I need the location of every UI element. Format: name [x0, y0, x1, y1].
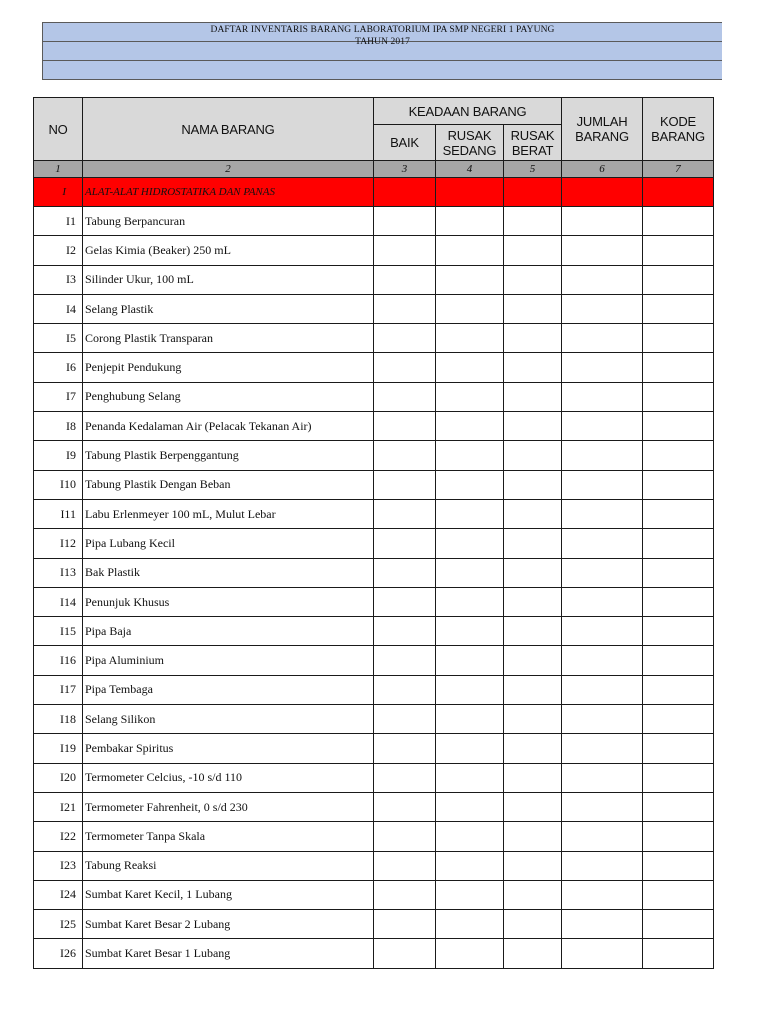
cell-kode[interactable]	[643, 207, 714, 236]
cell-rusak-sedang	[436, 178, 504, 207]
cell-baik[interactable]	[374, 822, 436, 851]
cell-rusak-berat[interactable]	[504, 587, 562, 616]
cell-jumlah[interactable]	[562, 822, 643, 851]
cell-jumlah[interactable]	[562, 910, 643, 939]
cell-jumlah[interactable]	[562, 353, 643, 382]
cell-rusak-sedang[interactable]	[436, 763, 504, 792]
item-number: I17	[34, 675, 83, 704]
item-name: Penanda Kedalaman Air (Pelacak Tekanan Air)	[83, 412, 374, 441]
cell-baik[interactable]	[374, 675, 436, 704]
item-number: I4	[34, 294, 83, 323]
cell-kode[interactable]	[643, 763, 714, 792]
cell-baik[interactable]	[374, 851, 436, 880]
cell-rusak-berat[interactable]	[504, 412, 562, 441]
cell-kode[interactable]	[643, 734, 714, 763]
item-number: I10	[34, 470, 83, 499]
item-name: Corong Plastik Transparan	[83, 324, 374, 353]
column-header-nama-barang: NAMA BARANG	[83, 98, 374, 161]
cell-baik[interactable]	[374, 910, 436, 939]
cell-rusak-sedang[interactable]	[436, 880, 504, 909]
cell-jumlah	[562, 178, 643, 207]
document-title	[43, 24, 722, 48]
table-row	[34, 382, 714, 411]
cell-baik[interactable]	[374, 382, 436, 411]
cell-baik[interactable]	[374, 441, 436, 470]
cell-jumlah[interactable]	[562, 324, 643, 353]
cell-jumlah[interactable]	[562, 236, 643, 265]
cell-kode[interactable]	[643, 558, 714, 587]
item-name: Termometer Celcius, -10 s/d 110	[83, 763, 374, 792]
table-row	[34, 763, 714, 792]
cell-rusak-sedang[interactable]	[436, 939, 504, 968]
column-number: 1	[34, 161, 83, 178]
table-row	[34, 294, 714, 323]
table-row	[34, 558, 714, 587]
cell-baik[interactable]	[374, 265, 436, 294]
cell-rusak-berat[interactable]	[504, 441, 562, 470]
cell-kode[interactable]	[643, 675, 714, 704]
item-number: I22	[34, 822, 83, 851]
item-number: I25	[34, 910, 83, 939]
cell-rusak-sedang[interactable]	[436, 294, 504, 323]
cell-jumlah[interactable]	[562, 499, 643, 528]
cell-rusak-berat[interactable]	[504, 910, 562, 939]
cell-baik[interactable]	[374, 763, 436, 792]
cell-rusak-sedang[interactable]	[436, 470, 504, 499]
item-number: I15	[34, 617, 83, 646]
title-block	[42, 22, 722, 80]
cell-baik[interactable]	[374, 236, 436, 265]
cell-jumlah[interactable]	[562, 441, 643, 470]
item-number: I6	[34, 353, 83, 382]
item-number: I8	[34, 412, 83, 441]
cell-rusak-berat[interactable]	[504, 529, 562, 558]
item-number: I19	[34, 734, 83, 763]
cell-baik[interactable]	[374, 558, 436, 587]
cell-kode[interactable]	[643, 236, 714, 265]
item-name: Selang Plastik	[83, 294, 374, 323]
cell-rusak-sedang[interactable]	[436, 675, 504, 704]
item-name: Sumbat Karet Besar 2 Lubang	[83, 910, 374, 939]
cell-rusak-berat[interactable]	[504, 470, 562, 499]
item-name: Pipa Aluminium	[83, 646, 374, 675]
table-row	[34, 353, 714, 382]
cell-rusak-berat[interactable]	[504, 499, 562, 528]
cell-rusak-sedang[interactable]	[436, 587, 504, 616]
cell-jumlah[interactable]	[562, 705, 643, 734]
item-name: Tabung Plastik Dengan Beban	[83, 470, 374, 499]
cell-kode[interactable]	[643, 529, 714, 558]
table-row	[34, 412, 714, 441]
table-row	[34, 529, 714, 558]
cell-kode[interactable]	[643, 646, 714, 675]
document-year-line: TAHUN 2017	[355, 37, 410, 47]
cell-jumlah[interactable]	[562, 587, 643, 616]
cell-kode[interactable]	[643, 910, 714, 939]
column-header-rusak-sedang: RUSAK SEDANG	[436, 125, 504, 161]
cell-kode[interactable]	[643, 617, 714, 646]
cell-rusak-berat[interactable]	[504, 734, 562, 763]
cell-baik[interactable]	[374, 324, 436, 353]
column-number: 3	[374, 161, 436, 178]
table-row	[34, 236, 714, 265]
item-name: Penunjuk Khusus	[83, 587, 374, 616]
table-row	[34, 734, 714, 763]
item-name: Tabung Berpancuran	[83, 207, 374, 236]
cell-rusak-berat[interactable]	[504, 207, 562, 236]
cell-kode[interactable]	[643, 294, 714, 323]
item-number: I5	[34, 324, 83, 353]
cell-rusak-sedang[interactable]	[436, 529, 504, 558]
item-name: Pipa Lubang Kecil	[83, 529, 374, 558]
table-row	[34, 587, 714, 616]
item-number: I23	[34, 851, 83, 880]
table-row	[34, 822, 714, 851]
column-header-baik: BAIK	[374, 125, 436, 161]
cell-kode[interactable]	[643, 792, 714, 821]
column-number: 2	[83, 161, 374, 178]
item-number: I26	[34, 939, 83, 968]
item-number: I20	[34, 763, 83, 792]
cell-rusak-sedang[interactable]	[436, 236, 504, 265]
cell-kode[interactable]	[643, 499, 714, 528]
column-header-keadaan-barang: KEADAAN BARANG	[374, 98, 562, 125]
cell-kode	[643, 178, 714, 207]
cell-jumlah[interactable]	[562, 851, 643, 880]
section-row	[34, 178, 714, 207]
cell-rusak-berat[interactable]	[504, 763, 562, 792]
item-number: I1	[34, 207, 83, 236]
section-number: I	[34, 178, 83, 207]
cell-rusak-berat[interactable]	[504, 265, 562, 294]
cell-rusak-berat[interactable]	[504, 324, 562, 353]
cell-baik[interactable]	[374, 294, 436, 323]
cell-rusak-berat[interactable]	[504, 294, 562, 323]
column-header-no: NO	[34, 98, 83, 161]
item-name: Selang Silikon	[83, 705, 374, 734]
item-name: Penghubung Selang	[83, 382, 374, 411]
table-row	[34, 265, 714, 294]
cell-jumlah[interactable]	[562, 294, 643, 323]
column-header-rusak-berat: RUSAK BERAT	[504, 125, 562, 161]
cell-baik[interactable]	[374, 646, 436, 675]
cell-rusak-berat[interactable]	[504, 617, 562, 646]
cell-baik[interactable]	[374, 792, 436, 821]
table-row	[34, 675, 714, 704]
table-row	[34, 470, 714, 499]
cell-rusak-berat[interactable]	[504, 646, 562, 675]
column-number: 6	[562, 161, 643, 178]
item-name: Labu Erlenmeyer 100 mL, Mulut Lebar	[83, 499, 374, 528]
inventory-table	[33, 97, 714, 969]
cell-rusak-berat[interactable]	[504, 382, 562, 411]
item-name: Tabung Plastik Berpenggantung	[83, 441, 374, 470]
cell-rusak-berat[interactable]	[504, 558, 562, 587]
item-name: Termometer Tanpa Skala	[83, 822, 374, 851]
item-name: Sumbat Karet Besar 1 Lubang	[83, 939, 374, 968]
cell-rusak-sedang[interactable]	[436, 207, 504, 236]
table-row	[34, 499, 714, 528]
cell-rusak-sedang[interactable]	[436, 441, 504, 470]
item-name: Sumbat Karet Kecil, 1 Lubang	[83, 880, 374, 909]
section-name: ALAT-ALAT HIDROSTATIKA DAN PANAS	[83, 178, 374, 207]
cell-jumlah[interactable]	[562, 792, 643, 821]
item-name: Termometer Fahrenheit, 0 s/d 230	[83, 792, 374, 821]
cell-rusak-sedang[interactable]	[436, 705, 504, 734]
cell-baik[interactable]	[374, 499, 436, 528]
item-number: I11	[34, 499, 83, 528]
column-number-row	[34, 161, 714, 178]
item-name: Pipa Tembaga	[83, 675, 374, 704]
item-name: Bak Plastik	[83, 558, 374, 587]
cell-baik[interactable]	[374, 734, 436, 763]
cell-kode[interactable]	[643, 441, 714, 470]
cell-rusak-sedang[interactable]	[436, 792, 504, 821]
item-name: Tabung Reaksi	[83, 851, 374, 880]
column-header-jumlah-barang: JUMLAH BARANG	[562, 98, 643, 161]
cell-kode[interactable]	[643, 851, 714, 880]
cell-kode[interactable]	[643, 324, 714, 353]
cell-rusak-sedang[interactable]	[436, 822, 504, 851]
cell-rusak-sedang[interactable]	[436, 499, 504, 528]
cell-kode[interactable]	[643, 353, 714, 382]
item-number: I18	[34, 705, 83, 734]
item-number: I16	[34, 646, 83, 675]
cell-kode[interactable]	[643, 470, 714, 499]
title-band-3	[43, 61, 722, 80]
cell-rusak-berat[interactable]	[504, 675, 562, 704]
item-name: Pipa Baja	[83, 617, 374, 646]
cell-jumlah[interactable]	[562, 412, 643, 441]
cell-rusak-sedang[interactable]	[436, 412, 504, 441]
item-name: Silinder Ukur, 100 mL	[83, 265, 374, 294]
cell-baik[interactable]	[374, 880, 436, 909]
cell-baik[interactable]	[374, 353, 436, 382]
cell-rusak-berat[interactable]	[504, 939, 562, 968]
cell-jumlah[interactable]	[562, 529, 643, 558]
cell-jumlah[interactable]	[562, 939, 643, 968]
table-row	[34, 880, 714, 909]
cell-rusak-sedang[interactable]	[436, 382, 504, 411]
cell-baik[interactable]	[374, 705, 436, 734]
cell-rusak-sedang[interactable]	[436, 558, 504, 587]
item-number: I21	[34, 792, 83, 821]
cell-kode[interactable]	[643, 705, 714, 734]
cell-jumlah[interactable]	[562, 617, 643, 646]
cell-rusak-sedang[interactable]	[436, 851, 504, 880]
cell-jumlah[interactable]	[562, 382, 643, 411]
column-number: 4	[436, 161, 504, 178]
item-number: I12	[34, 529, 83, 558]
cell-rusak-sedang[interactable]	[436, 734, 504, 763]
cell-baik[interactable]	[374, 412, 436, 441]
cell-rusak-sedang[interactable]	[436, 324, 504, 353]
cell-baik[interactable]	[374, 529, 436, 558]
item-number: I3	[34, 265, 83, 294]
item-number: I13	[34, 558, 83, 587]
table-row	[34, 910, 714, 939]
cell-rusak-berat[interactable]	[504, 880, 562, 909]
cell-rusak-sedang[interactable]	[436, 265, 504, 294]
cell-rusak-berat[interactable]	[504, 851, 562, 880]
item-name: Pembakar Spiritus	[83, 734, 374, 763]
table-row	[34, 207, 714, 236]
table-row	[34, 792, 714, 821]
cell-baik[interactable]	[374, 939, 436, 968]
cell-rusak-berat	[504, 178, 562, 207]
cell-kode[interactable]	[643, 382, 714, 411]
cell-rusak-berat[interactable]	[504, 353, 562, 382]
table-row	[34, 324, 714, 353]
column-number: 5	[504, 161, 562, 178]
table-body	[34, 178, 714, 969]
cell-rusak-berat[interactable]	[504, 705, 562, 734]
cell-jumlah[interactable]	[562, 646, 643, 675]
cell-rusak-berat[interactable]	[504, 822, 562, 851]
table-row	[34, 705, 714, 734]
cell-baik[interactable]	[374, 470, 436, 499]
item-number: I7	[34, 382, 83, 411]
table-row	[34, 441, 714, 470]
table-row	[34, 851, 714, 880]
cell-rusak-sedang[interactable]	[436, 617, 504, 646]
cell-baik[interactable]	[374, 587, 436, 616]
item-name: Gelas Kimia (Beaker) 250 mL	[83, 236, 374, 265]
item-number: I9	[34, 441, 83, 470]
document-title-line: DAFTAR INVENTARIS BARANG LABORATORIUM IPA SMP NEGERI 1 PAYUNG	[210, 25, 555, 35]
cell-kode[interactable]	[643, 939, 714, 968]
cell-kode[interactable]	[643, 265, 714, 294]
cell-rusak-sedang[interactable]	[436, 910, 504, 939]
item-name: Penjepit Pendukung	[83, 353, 374, 382]
cell-baik[interactable]	[374, 617, 436, 646]
cell-jumlah[interactable]	[562, 558, 643, 587]
table-row	[34, 939, 714, 968]
cell-kode[interactable]	[643, 822, 714, 851]
table-row	[34, 617, 714, 646]
column-header-kode-barang: KODE BARANG	[643, 98, 714, 161]
cell-kode[interactable]	[643, 412, 714, 441]
cell-rusak-berat[interactable]	[504, 236, 562, 265]
cell-baik	[374, 178, 436, 207]
cell-baik[interactable]	[374, 207, 436, 236]
cell-kode[interactable]	[643, 880, 714, 909]
cell-rusak-sedang[interactable]	[436, 646, 504, 675]
cell-jumlah[interactable]	[562, 470, 643, 499]
cell-jumlah[interactable]	[562, 675, 643, 704]
item-number: I24	[34, 880, 83, 909]
item-number: I2	[34, 236, 83, 265]
cell-jumlah[interactable]	[562, 207, 643, 236]
cell-jumlah[interactable]	[562, 265, 643, 294]
cell-jumlah[interactable]	[562, 880, 643, 909]
cell-kode[interactable]	[643, 587, 714, 616]
table-row	[34, 646, 714, 675]
cell-rusak-berat[interactable]	[504, 792, 562, 821]
cell-jumlah[interactable]	[562, 763, 643, 792]
column-number: 7	[643, 161, 714, 178]
cell-rusak-sedang[interactable]	[436, 353, 504, 382]
cell-jumlah[interactable]	[562, 734, 643, 763]
item-number: I14	[34, 587, 83, 616]
